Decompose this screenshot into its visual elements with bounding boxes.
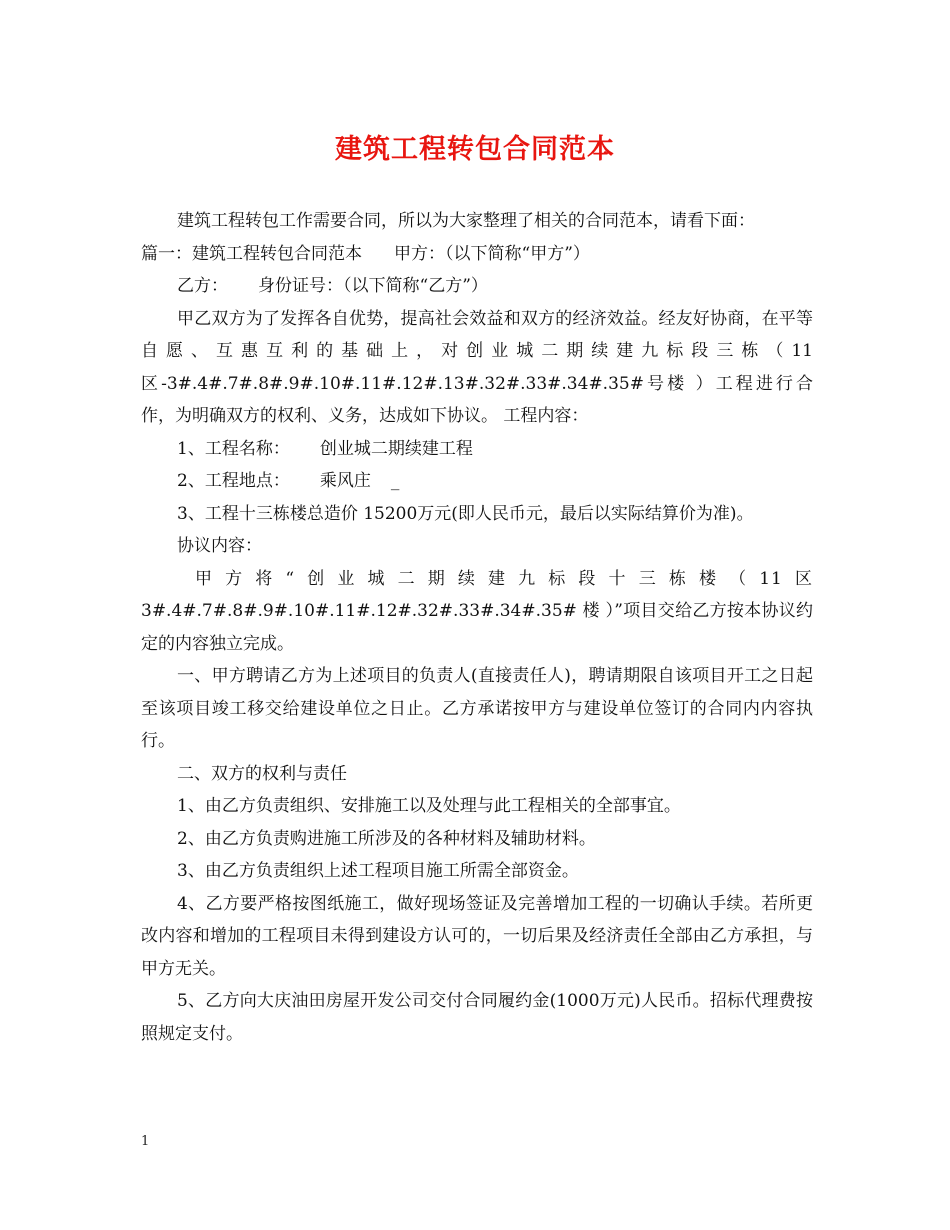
paragraph-purpose: 甲乙双方为了发挥各自优势，提高社会效益和双方的经济效益。经友好协商，在平等自愿、互惠互利的基础上，对创业城二期续建九标段三栋（11区-3#.4#.7#.8#.9#.10#.11#.12#.13#.32#.33#.34#.35#号楼 ）工程进行合作，为明确双方的权利、义务，达成如下协议。 工程内容：: [141, 308, 813, 426]
agreement-line-2: 3#.4#.7#.8#.9#.10#.11#.12#.32#.33#.34#.35# 楼 ）”项目交给乙方按本协议约定的内容独立完成。: [141, 601, 813, 654]
item-2-suffix: _: [390, 471, 400, 491]
paragraph-party-b: [141, 270, 813, 303]
item-1-value: 创业城二期续建工程: [319, 438, 473, 459]
chapter-heading: 篇一：建筑工程转包合同范本: [141, 243, 362, 264]
clause-1: 一、甲方聘请乙方为上述项目的负责人(直接责任人)，聘请期限自该项目开工之日起至该项目竣工移交给建设单位之日止。乙方承诺按甲方与建设单位签订的合同内内容执行。: [141, 666, 813, 751]
item-2-label: 2、工程地点：: [177, 471, 290, 491]
party-b-label: 乙方：: [177, 276, 228, 296]
paragraph-intro: 建筑工程转包工作需要合同，所以为大家整理了相关的合同范本，请看下面：: [177, 211, 755, 231]
clause-2-5: 5、乙方向大庆油田房屋开发公司交付合同履约金(1000万元)人民币。招标代理费按照规定支付。: [141, 991, 813, 1044]
item-2-value: 乘风庄: [319, 471, 371, 491]
clause-2-2: 2、由乙方负责购进施工所涉及的各种材料及辅助材料。: [177, 828, 596, 849]
item-1-label: 1、工程名称：: [177, 438, 290, 459]
clause-2-heading: 二、双方的权利与责任: [177, 763, 347, 784]
clause-2-4: 4、乙方要严格按图纸施工，做好现场签证及完善增加工程的一切确认手续。若所更改内容和增加的工程项目未得到建设方认可的，一切后果及经济责任全部由乙方承担，与甲方无关。: [141, 893, 813, 979]
document-title: 建筑工程转包合同范本: [335, 134, 615, 165]
item-2: [141, 465, 813, 498]
item-1: [141, 433, 813, 466]
clause-2-1: 1、由乙方负责组织、安排施工以及处理与此工程相关的全部事宜。: [177, 796, 681, 816]
agreement-heading: 协议内容：: [177, 536, 262, 556]
agreement-line-1: 甲方将“创业城二期续建九标段十三栋楼（11区: [195, 568, 813, 589]
item-3: 3、工程十三栋楼总造价 15200万元(即人民币元，最后以实际结算价为准)。: [177, 503, 754, 524]
clause-2-3: 3、由乙方负责组织上述工程项目施工所需全部资金。: [177, 861, 579, 881]
party-b-id: 身份证号：（以下简称“乙方”）: [258, 276, 488, 296]
party-a-line: 甲方：（以下简称“甲方”）: [394, 243, 590, 264]
document-body: [141, 205, 813, 1050]
paragraph-chapter-party-a: [141, 238, 813, 271]
page-number: 1: [141, 1134, 150, 1149]
